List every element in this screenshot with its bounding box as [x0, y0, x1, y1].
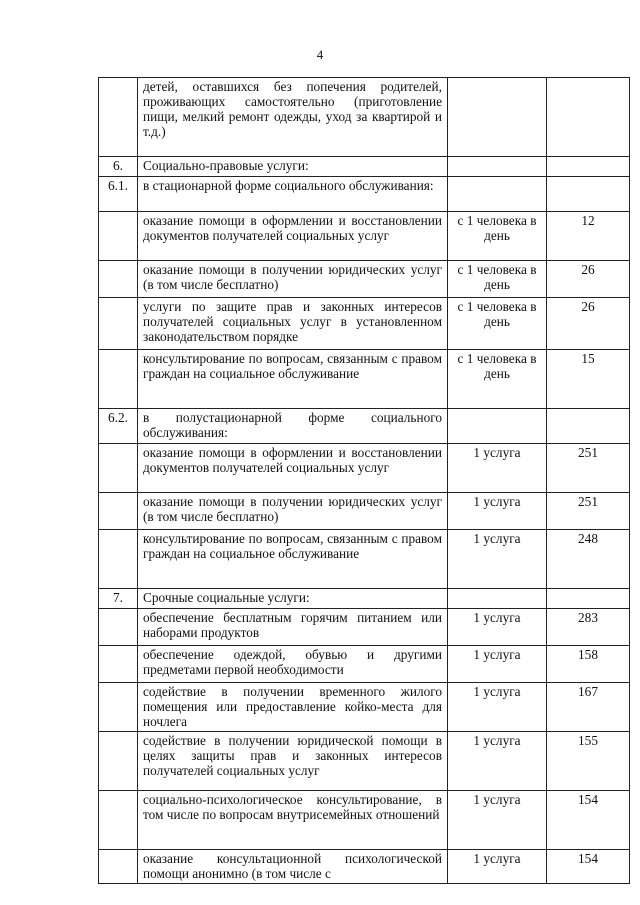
row-number [99, 850, 138, 884]
row-number: 6.1. [99, 177, 138, 212]
unit-cell: с 1 человека в день [448, 350, 547, 409]
unit-cell [448, 177, 547, 212]
unit-cell: 1 услуга [448, 530, 547, 589]
value-cell: 158 [547, 646, 630, 683]
service-description: содействие в получении юридической помощи в целях защиты прав и законных интересов получателей социальных услуг [138, 732, 448, 791]
service-description: оказание помощи в оформлении и восстановлении документов получателей социальных услуг [138, 444, 448, 493]
service-description: социально-психологическое консультирование, в том числе по вопросам внутрисемейных отношений [138, 791, 448, 850]
table-row [99, 530, 630, 589]
unit-cell: 1 услуга [448, 791, 547, 850]
value-cell [547, 409, 630, 444]
row-number [99, 609, 138, 646]
page-number: 4 [316, 47, 324, 62]
unit-cell: 1 услуга [448, 683, 547, 732]
service-description: обеспечение одеждой, обувью и другими предметами первой необходимости [138, 646, 448, 683]
value-cell [547, 157, 630, 177]
unit-cell [448, 78, 547, 157]
value-cell: 154 [547, 850, 630, 884]
table-row [99, 409, 630, 444]
table-row [99, 646, 630, 683]
service-description: оказание помощи в получении юридических услуг (в том числе бесплатно) [138, 493, 448, 530]
table-row [99, 589, 630, 609]
unit-cell: 1 услуга [448, 493, 547, 530]
table-row [99, 261, 630, 298]
row-number [99, 732, 138, 791]
row-number [99, 350, 138, 409]
service-description: оказание помощи в получении юридических услуг (в том числе бесплатно) [138, 261, 448, 298]
service-description: обеспечение бесплатным горячим питанием или наборами продуктов [138, 609, 448, 646]
row-number [99, 298, 138, 350]
service-description: консультирование по вопросам, связанным с правом граждан на социальное обслуживание [138, 530, 448, 589]
table-row [99, 298, 630, 350]
table-row [99, 493, 630, 530]
value-cell: 15 [547, 350, 630, 409]
service-description: оказание консультационной психологической помощи анонимно (в том числе с [138, 850, 448, 884]
row-number [99, 212, 138, 261]
service-description: услуги по защите прав и законных интересов получателей социальных услуг в установленном законодательством порядке [138, 298, 448, 350]
services-table [98, 77, 630, 884]
value-cell [547, 177, 630, 212]
service-description: детей, оставшихся без попечения родителей, проживающих самостоятельно (приготовление пищи, мелкий ремонт одежды, уход за квартирой и т.д.) [138, 78, 448, 157]
value-cell: 154 [547, 791, 630, 850]
value-cell: 26 [547, 298, 630, 350]
value-cell: 283 [547, 609, 630, 646]
table-row [99, 157, 630, 177]
table-row [99, 791, 630, 850]
row-number: 7. [99, 589, 138, 609]
unit-cell: 1 услуга [448, 646, 547, 683]
unit-cell: 1 услуга [448, 609, 547, 646]
unit-cell: 1 услуга [448, 444, 547, 493]
service-description: содействие в получении временного жилого помещения или предоставление койко-места для ночлега [138, 683, 448, 732]
row-number: 6. [99, 157, 138, 177]
row-number [99, 261, 138, 298]
row-number [99, 78, 138, 157]
unit-cell [448, 589, 547, 609]
unit-cell: с 1 человека в день [448, 298, 547, 350]
row-number [99, 646, 138, 683]
service-description: консультирование по вопросам, связанным с правом граждан на социальное обслуживание [138, 350, 448, 409]
value-cell [547, 589, 630, 609]
table-row [99, 212, 630, 261]
value-cell: 12 [547, 212, 630, 261]
unit-cell [448, 157, 547, 177]
subsection-heading: в полустационарной форме социального обслуживания: [138, 409, 448, 444]
unit-cell: 1 услуга [448, 732, 547, 791]
unit-cell: 1 услуга [448, 850, 547, 884]
table-row [99, 683, 630, 732]
table-row [99, 609, 630, 646]
value-cell: 167 [547, 683, 630, 732]
table-row [99, 177, 630, 212]
table-row [99, 444, 630, 493]
value-cell: 251 [547, 444, 630, 493]
table-row [99, 350, 630, 409]
section-heading: Социально-правовые услуги: [138, 157, 448, 177]
value-cell [547, 78, 630, 157]
table-row [99, 732, 630, 791]
value-cell: 251 [547, 493, 630, 530]
value-cell: 26 [547, 261, 630, 298]
row-number: 6.2. [99, 409, 138, 444]
table-row [99, 850, 630, 884]
value-cell: 155 [547, 732, 630, 791]
unit-cell: с 1 человека в день [448, 212, 547, 261]
value-cell: 248 [547, 530, 630, 589]
unit-cell [448, 409, 547, 444]
table-row [99, 78, 630, 157]
row-number [99, 444, 138, 493]
subsection-heading: в стационарной форме социального обслуживания: [138, 177, 448, 212]
row-number [99, 683, 138, 732]
row-number [99, 791, 138, 850]
row-number [99, 493, 138, 530]
unit-cell: с 1 человека в день [448, 261, 547, 298]
section-heading: Срочные социальные услуги: [138, 589, 448, 609]
service-description: оказание помощи в оформлении и восстановлении документов получателей социальных услуг [138, 212, 448, 261]
row-number [99, 530, 138, 589]
